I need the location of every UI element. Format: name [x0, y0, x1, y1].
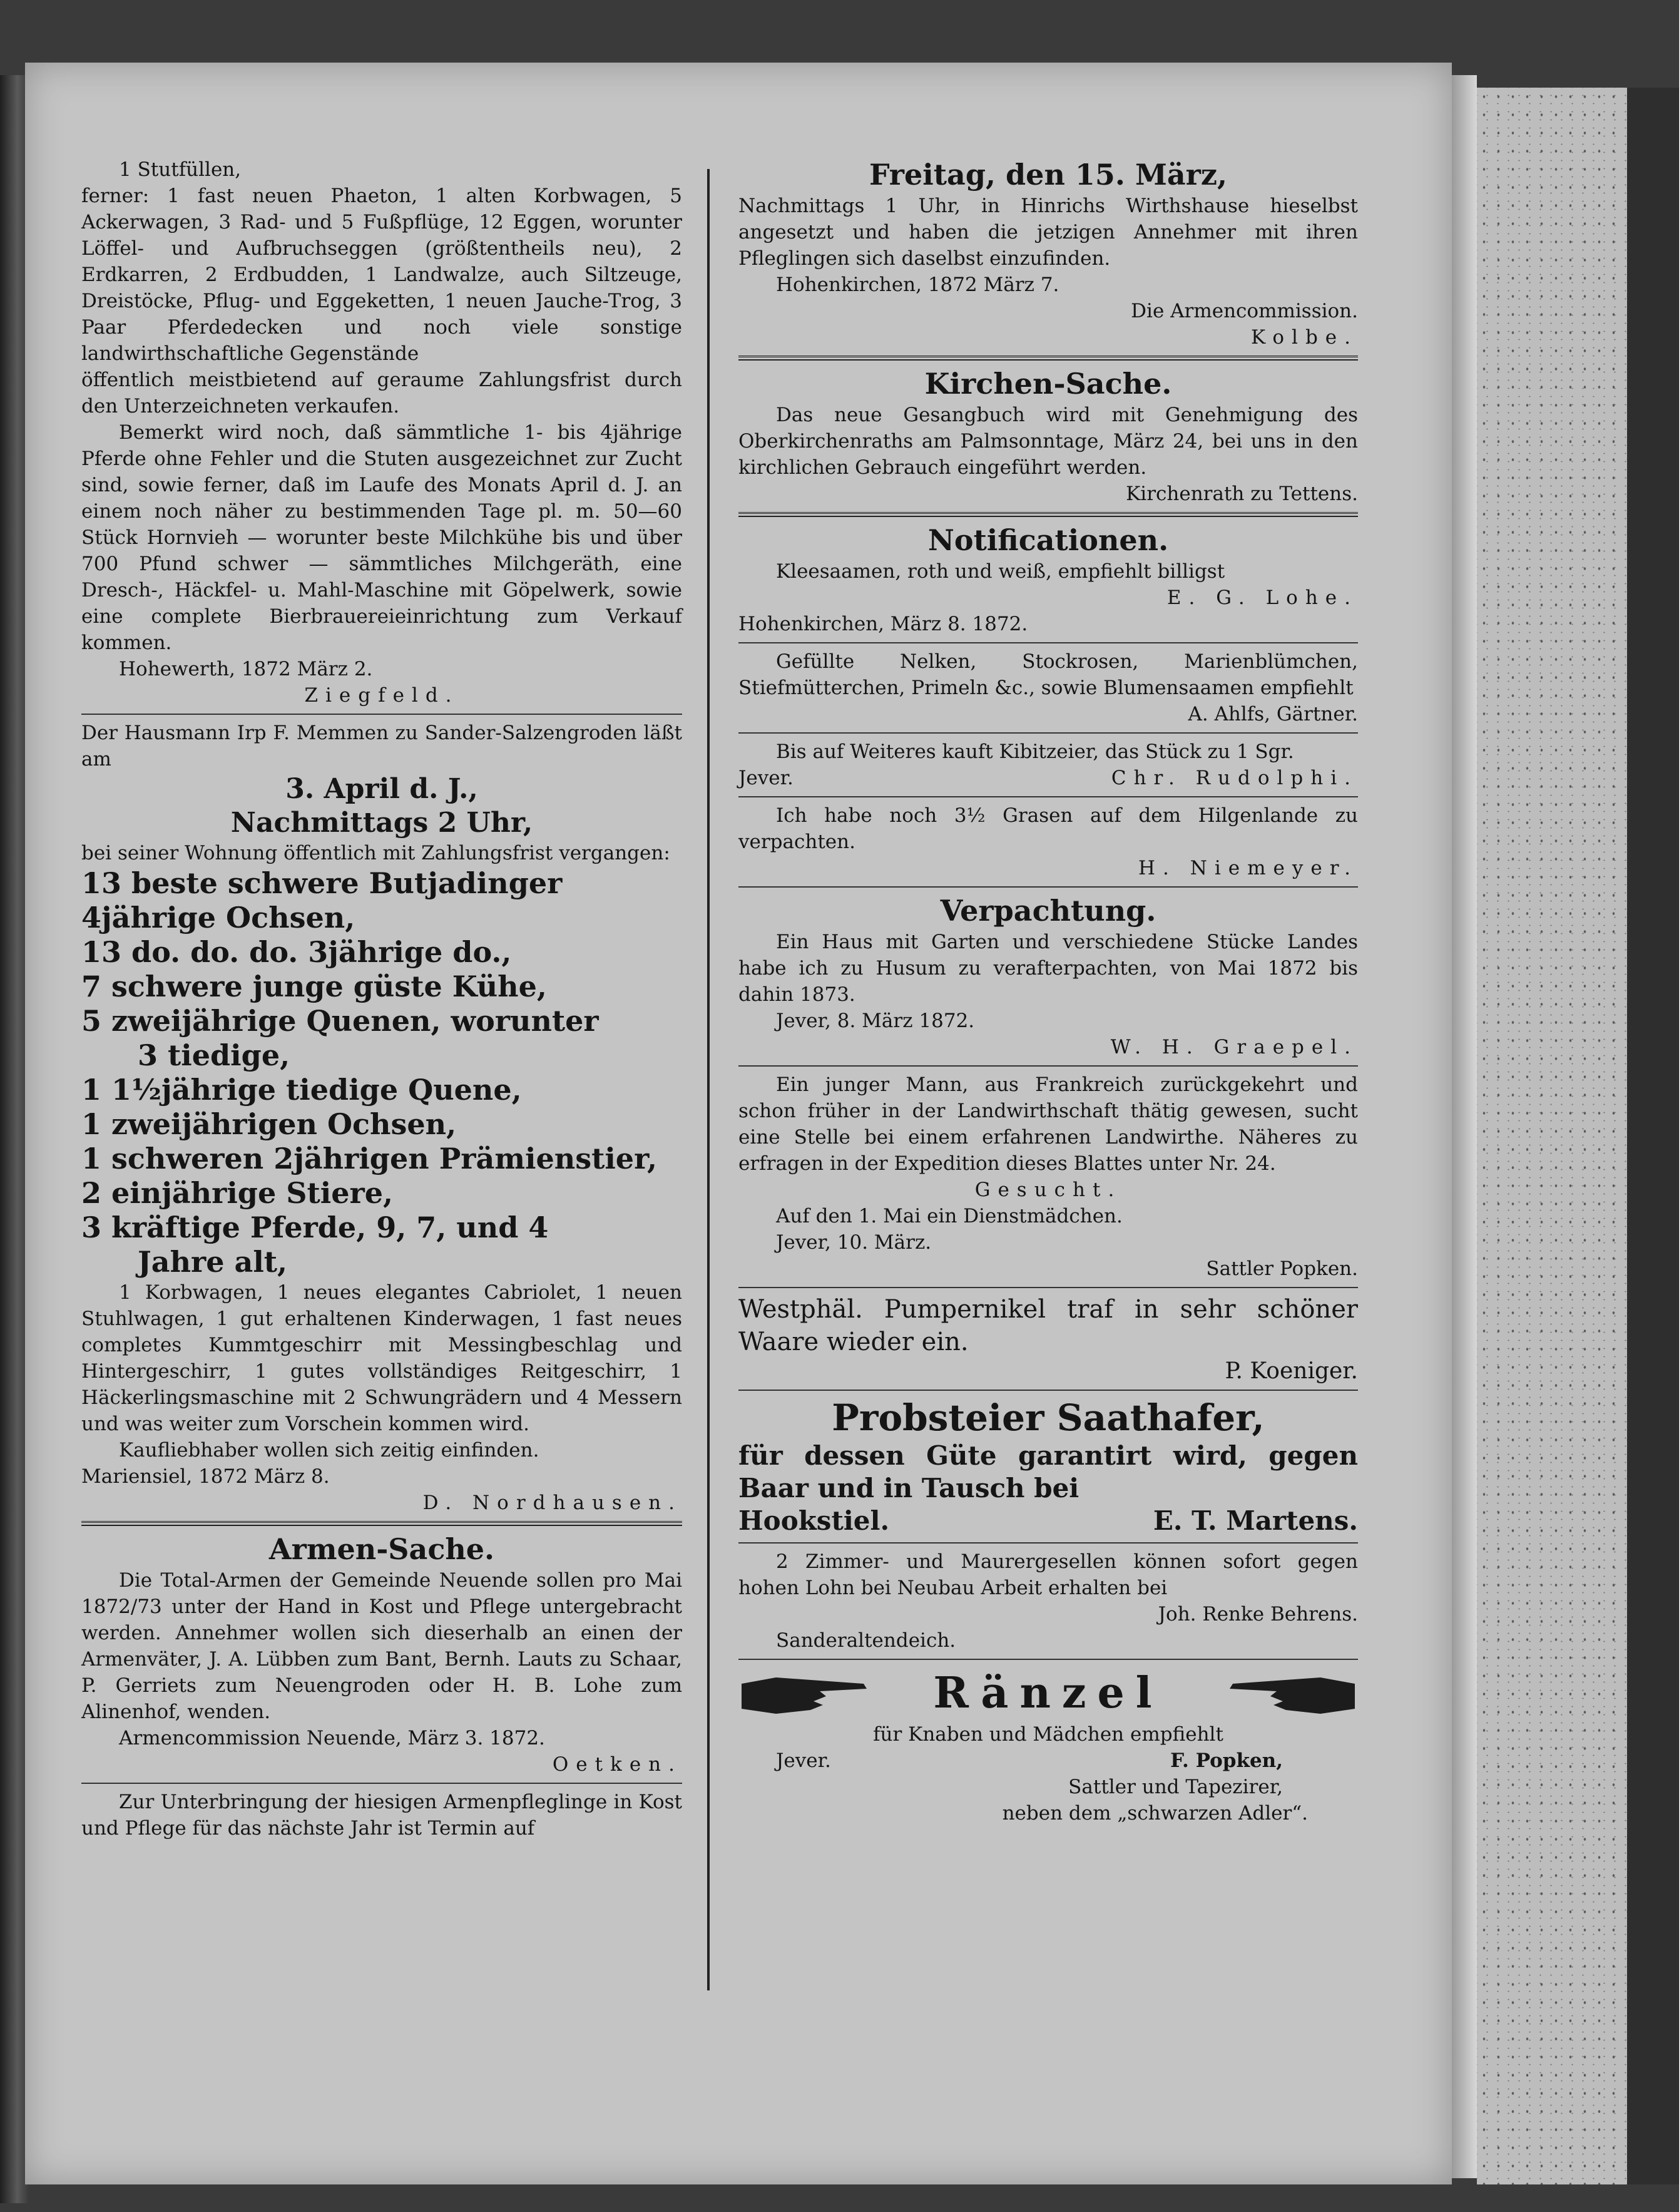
livestock-item: 2 einjährige Stiere, — [81, 1176, 393, 1210]
auction-items-text: ferner: 1 fast neuen Phaeton, 1 alten Korbwagen, 5 Ackerwagen, 3 Rad- und 5 Fußpflüge, 12 Eggen, worunter Löffel- und Aufbruchseggen (größtentheils neu), 2 Erdkarren, 2 Erdbudden, 1 Landwalze, auch Siltzeuge, Dreistöcke, Pflug- und Eggeketten, 1 neuen Jauche-Trog, 3 Paar Pferdedecken und noch viele sonstige landwirthschaftliche Gegenstände — [81, 185, 682, 365]
kirchen-text: Das neue Gesangbuch wird mit Genehmigung des Oberkirchenraths am Palmsonntage, März 24, bei uns in den kirchlichen Gebrauch eingeführt werden. — [738, 404, 1358, 479]
livestock-item: 13 beste schwere Butjadinger 4jährige Ochsen, — [81, 866, 563, 934]
klee-place: Hohenkirchen, März 8. 1872. — [738, 613, 1028, 635]
raenzel-title: Ränzel — [933, 1668, 1163, 1718]
verpachtung-signature: W. H. Graepel. — [1110, 1036, 1358, 1058]
memmen-intro: Der Hausmann Irp F. Memmen zu Sander-Salzengroden läßt am — [81, 722, 682, 771]
page-edges — [1452, 75, 1477, 2178]
rule — [738, 1287, 1358, 1288]
double-rule — [738, 512, 1358, 517]
rule — [738, 796, 1358, 797]
memmen-place: Mariensiel, 1872 März 8. — [81, 1465, 330, 1488]
rule — [738, 732, 1358, 734]
termin-text: Zur Unterbringung der hiesigen Armenpfleglinge in Kost und Pflege für das nächste Jahr ist Termin auf — [81, 1791, 682, 1840]
probsteier-place: Hookstiel. — [738, 1505, 890, 1536]
friday-text: Nachmittags 1 Uhr, in Hinrichs Wirthshause hieselbst angesetzt und haben die jetzigen Annehmer mit ihren Pfleglingen sich daselbst einzufinden. — [738, 195, 1358, 270]
left-column — [81, 156, 682, 1841]
friday-org: Die Armencommission. — [1131, 300, 1358, 322]
probsteier-signature: E. T. Martens. — [1153, 1505, 1358, 1536]
raenzel-text: für Knaben und Mädchen empfiehlt — [873, 1723, 1223, 1746]
raenzel-signature-2: Sattler und Tapezirer, — [1068, 1776, 1283, 1798]
livestock-item: 3 tiedige, — [138, 1038, 290, 1072]
probsteier-text: für dessen Güte garantirt wird, gegen Baar und in Tausch bei — [738, 1440, 1358, 1503]
armen-place: Armencommission Neuende, März 3. 1872. — [119, 1727, 545, 1749]
rule — [738, 1065, 1358, 1067]
livestock-item: Jahre alt, — [138, 1245, 288, 1279]
zimmer-text: 2 Zimmer- und Maurergesellen können sofort gegen hohen Lohn bei Neubau Arbeit erhalten bei — [738, 1550, 1358, 1599]
kibitz-signature: Chr. Rudolphi. — [1111, 767, 1358, 789]
pumpernikel-text: Westphäl. Pumpernikel traf in sehr schöner Waare wieder ein. — [738, 1295, 1358, 1356]
friday-title: Freitag, den 15. März, — [869, 158, 1228, 192]
nelken-signature: A. Ahlfs, Gärtner. — [1188, 703, 1358, 725]
grasen-text: Ich habe noch 3½ Grasen auf dem Hilgenlande zu verpachten. — [738, 804, 1358, 853]
livestock-list — [81, 866, 682, 1279]
auction-signature: Ziegfeld. — [304, 684, 459, 707]
rule — [738, 1659, 1358, 1660]
zimmer-place: Sanderaltendeich. — [776, 1629, 956, 1652]
gesucht-text: Auf den 1. Mai ein Dienstmädchen. — [776, 1205, 1123, 1227]
kibitz-place: Jever. — [738, 767, 794, 789]
auction-line-1: 1 Stutfüllen, — [119, 158, 242, 181]
gesucht-place: Jever, 10. März. — [776, 1231, 932, 1254]
double-rule — [738, 356, 1358, 361]
friday-signature: Kolbe. — [1251, 326, 1358, 349]
livestock-item: 3 kräftige Pferde, 9, 7, und 4 — [81, 1211, 549, 1244]
memmen-tail: 1 Korbwagen, 1 neues elegantes Cabriolet, 1 neuen Stuhlwagen, 1 gut erhaltenen Kinderwagen, 1 fast neues completes Kummtgeschirr mit Messingbeschlag und Hintergeschirr, 1 gutes vollständiges Reitgeschirr, 1 Häckerlingsmaschine mit 2 Schwungrädern und 4 Messern und was weiter zum Vorschein kommen wird. — [81, 1281, 682, 1435]
mann-text: Ein junger Mann, aus Frankreich zurückgekehrt und schon früher in der Landwirthschaft thätig gewesen, sucht eine Stelle bei einem erfahrenen Landwirthe. Näheres zu erfragen in der Expedition dieses Blattes unter Nr. 24. — [738, 1073, 1358, 1175]
livestock-item: 1 1½jährige tiedige Quene, — [81, 1073, 522, 1107]
raenzel-place: Jever. — [776, 1749, 831, 1772]
double-rule — [81, 1521, 682, 1526]
verpachtung-place: Jever, 8. März 1872. — [776, 1010, 975, 1032]
pointing-hand-left-icon — [1220, 1665, 1358, 1721]
klee-signature: E. G. Lohe. — [1166, 586, 1358, 609]
armen-signature: Oetken. — [552, 1753, 682, 1776]
cover-shadow — [1627, 88, 1679, 2184]
kirchen-signature: Kirchenrath zu Tettens. — [1126, 483, 1358, 505]
rule — [81, 1783, 682, 1784]
verpachtung-text: Ein Haus mit Garten und verschiedene Stücke Landes habe ich zu Husum zu verafterpachten, von Mai 1872 bis dahin 1873. — [738, 931, 1358, 1006]
friday-place: Hohenkirchen, 1872 März 7. — [776, 274, 1059, 296]
probsteier-footer — [738, 1505, 1358, 1537]
nelken-text: Gefüllte Nelken, Stockrosen, Marienblümchen, Stiefmütterchen, Primeln &c., sowie Blumensaamen empfiehlt — [738, 650, 1358, 699]
auction-terms: öffentlich meistbietend auf geraume Zahlungsfrist durch den Unterzeichneten verkaufen. — [81, 369, 682, 417]
livestock-item: 7 schwere junge güste Kühe, — [81, 970, 547, 1003]
grasen-signature: H. Niemeyer. — [1138, 857, 1358, 879]
klee-text: Kleesaamen, roth und weiß, empfiehlt billigst — [776, 560, 1225, 583]
verpachtung-title: Verpachtung. — [940, 894, 1156, 928]
livestock-item: 1 schweren 2jährigen Prämienstier, — [81, 1142, 657, 1175]
raenzel-footer — [738, 1748, 1358, 1774]
kibitz-footer — [738, 765, 1358, 791]
memmen-text: bei seiner Wohnung öffentlich mit Zahlungsfrist vergangen: — [81, 842, 670, 864]
kirchen-title: Kirchen-Sache. — [924, 367, 1172, 401]
speckled-cover — [1477, 88, 1633, 2184]
pointing-hand-right-icon — [738, 1665, 876, 1721]
armen-title: Armen-Sache. — [268, 1532, 495, 1566]
gesucht-signature: Sattler Popken. — [1206, 1257, 1358, 1280]
raenzel-signature: F. Popken, — [1170, 1749, 1283, 1772]
kibitz-text: Bis auf Weiteres kauft Kibitzeier, das Stück zu 1 Sgr. — [776, 740, 1294, 763]
livestock-item: 13 do. do. do. 3jährige do., — [81, 935, 512, 969]
rule — [738, 1390, 1358, 1391]
right-column — [738, 156, 1358, 1826]
rule — [81, 714, 682, 715]
rule — [738, 1542, 1358, 1544]
auction-place-date: Hohewerth, 1872 März 2. — [119, 658, 373, 680]
column-divider — [707, 169, 710, 1990]
memmen-signature: D. Nordhausen. — [422, 1492, 682, 1514]
memmen-date: 3. April d. J., — [285, 773, 478, 805]
raenzel-header — [738, 1665, 1358, 1721]
gesucht-title: Gesucht. — [974, 1179, 1122, 1201]
probsteier-title: Probsteier Saathafer, — [832, 1396, 1265, 1439]
rule — [738, 642, 1358, 643]
livestock-item: 1 zweijährigen Ochsen, — [81, 1107, 457, 1141]
livestock-item: 5 zweijährige Quenen, worunter — [81, 1004, 599, 1038]
memmen-time: Nachmittags 2 Uhr, — [230, 807, 533, 839]
raenzel-signature-3: neben dem „schwarzen Adler“. — [1002, 1802, 1308, 1825]
pumpernikel-signature: P. Koeniger. — [1225, 1358, 1358, 1384]
zimmer-signature: Joh. Renke Behrens. — [1158, 1603, 1358, 1626]
notif-title: Notificationen. — [927, 523, 1169, 557]
auction-note: Bemerkt wird noch, daß sämmtliche 1- bis 4jährige Pferde ohne Fehler und die Stuten ausgezeichnet zur Zucht sind, sowie ferner, daß im Laufe des Monats April d. J. an einem noch näher zu bestimmenden Tage pl. m. 50—60 Stück Hornvieh — worunter beste Milchkühe bis und über 700 Pfund schwer — sämmtliches Milchgeräth, eine Dresch-, Häckfel- u. Mahl-Maschine mit Göpelwerk, sowie eine complete Bierbrauereieinrichtung zum Verkauf kommen. — [81, 421, 682, 654]
armen-text: Die Total-Armen der Gemeinde Neuende sollen pro Mai 1872/73 unter der Hand in Kost und Pflege untergebracht werden. Annehmer wollen sich dieserhalb an einen der Armenväter, J. A. Lübben zum Bant, Bernh. Lauts zu Schaar, P. Gerriets zum Neuengroden oder H. B. Lohe zum Alinenhof, wenden. — [81, 1569, 682, 1723]
memmen-note: Kaufliebhaber wollen sich zeitig einfinden. — [119, 1439, 539, 1462]
rule — [738, 886, 1358, 888]
